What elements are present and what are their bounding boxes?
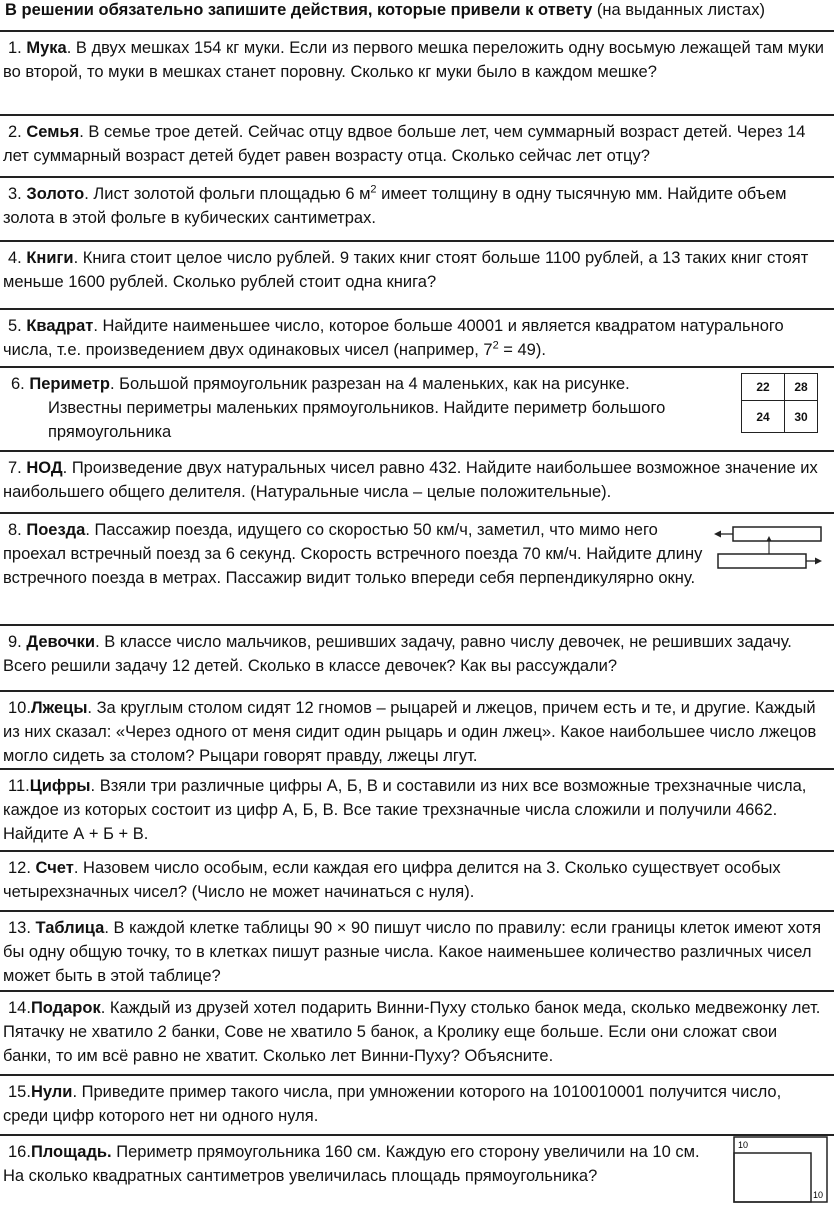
problem-9: 9. Девочки. В классе число мальчиков, решивших задачу, равно числу девочек, не решивших задачу. Всего решили задачу 12 детей. Сколько в классе девочек? Как вы рассуждали? [0, 624, 834, 678]
passenger-train [718, 554, 806, 568]
rectangle-grid-figure [741, 373, 818, 433]
problem-16: 16.Площадь. Периметр прямоугольника 160 см. Каждую его сторону увеличили на 10 см. На сколько квадратных сантиметров увеличилась площадь прямоугольника? [0, 1134, 834, 1188]
problem-11: 11.Цифры. Взяли три различные цифры А, Б, В и составили из них все возможные трехзначные числа, каждое из которых состоит из цифр А, Б, В. Все такие трехзначные числа сложили и получили 4662. Найдите А + Б + В. [0, 768, 834, 846]
right-arrowhead [815, 558, 822, 565]
problem-13: 13. Таблица. В каждой клетке таблицы 90 × 90 пишут число по правилу: если границы клеток имеют хотя бы одну общую точку, то в клетках пишут разные числа. Какое наименьшее количество различных чисел может быть в этой таблице? [0, 910, 834, 988]
cell-bottom-right: 30 [785, 401, 818, 433]
left-arrowhead [714, 531, 721, 538]
cell-top-left: 22 [742, 374, 785, 401]
right-increase-label: 10 [813, 1190, 824, 1200]
trains-figure [712, 520, 824, 576]
problem-14: 14.Подарок. Каждый из друзей хотел подарить Винни-Пуху столько банок меда, сколько медвежонку лет. Пятачку не хватило 2 банки, Сове не хватило 5 банок, а Кролику еще больше. Если они сложат свои банки, то им всё равно не хватит. Сколько лет Винни-Пуху? Объясните. [0, 990, 834, 1068]
problem-3: 3. Золото. Лист золотой фольги площадью 6 $м^2$ имеет толщину в одну тысячную мм. Найдите объем золота в этой фольге в кубических сантиметрах. [0, 176, 834, 230]
problem-15: 15.Нули. Приведите пример такого числа, при умножении которого на 1010010001 получится число, среди цифр которого нет ни одного нуля. [0, 1074, 834, 1128]
problem-7: 7. НОД. Произведение двух натуральных чисел равно 432. Найдите наибольшее возможное значение их наибольшего общего делителя. (Натуральные числа – целые положительные). [0, 450, 834, 504]
problem-12: 12. Счет. Назовем число особым, если каждая его цифра делится на 3. Сколько существует особых четырехзначных чисел? (Число не может начинаться с нуля). [0, 850, 834, 904]
problem-8: 8. Поезда. Пассажир поезда, идущего со скоростью 50 км/ч, заметил, что мимо него проехал встречный поезд за 6 секунд. Скорость встречного поезда 70 км/ч. Найдите длину встречного поезда в метрах. Пассажир видит только впереди себя перпендикулярно окну. [0, 512, 834, 590]
cell-top-right: 28 [785, 374, 818, 401]
cell-bottom-left: 24 [742, 401, 785, 433]
problem-10: 10.Лжецы. За круглым столом сидят 12 гномов – рыцарей и лжецов, причем есть и те, и другие. Каждый из них сказал: «Через одного от меня сидит один рыцарь и один лжец». Какое наибольшее число лжецов могло сидеть за столом? Рыцари говорят правду, лжецы лгут. [0, 690, 834, 768]
oncoming-train [733, 527, 821, 541]
problem-6: 6. Периметр. Большой прямоугольник разрезан на 4 маленьких, как на рисунке. Известны периметры маленьких прямоугольников. Найдите периметр большого прямоугольника [0, 366, 834, 444]
problem-4: 4. Книги. Книга стоит целое число рублей. 9 таких книг стоят больше 1100 рублей, а 13 таких книг стоят меньше 1600 рублей. Сколько рублей стоит одна книга? [0, 240, 834, 294]
instructions-header: В решении обязательно запишите действия, которые привели к ответу (на выданных листах) [5, 1, 765, 19]
problem-5: 5. Квадрат. Найдите наименьшее число, которое больше 40001 и является квадратом натурального числа, т.е. произведением двух одинаковых чисел (например, $7^2 = 49$). [0, 308, 834, 362]
sight-arrowhead [767, 536, 772, 541]
top-increase-label: 10 [738, 1140, 749, 1150]
problem-2: 2. Семья. В семье трое детей. Сейчас отцу вдвое больше лет, чем суммарный возраст детей. Через 14 лет суммарный возраст детей будет равен возрасту отца. Сколько сейчас лет отцу? [0, 114, 834, 168]
original-rectangle [734, 1153, 811, 1202]
rectangle-area-figure [733, 1136, 829, 1204]
problem-1: 1. Мука. В двух мешках 154 кг муки. Если из первого мешка переложить одну восьмую лежащей там муки во второй, то муки в мешках станет поровну. Сколько кг муки было в каждом мешке? [0, 30, 834, 84]
